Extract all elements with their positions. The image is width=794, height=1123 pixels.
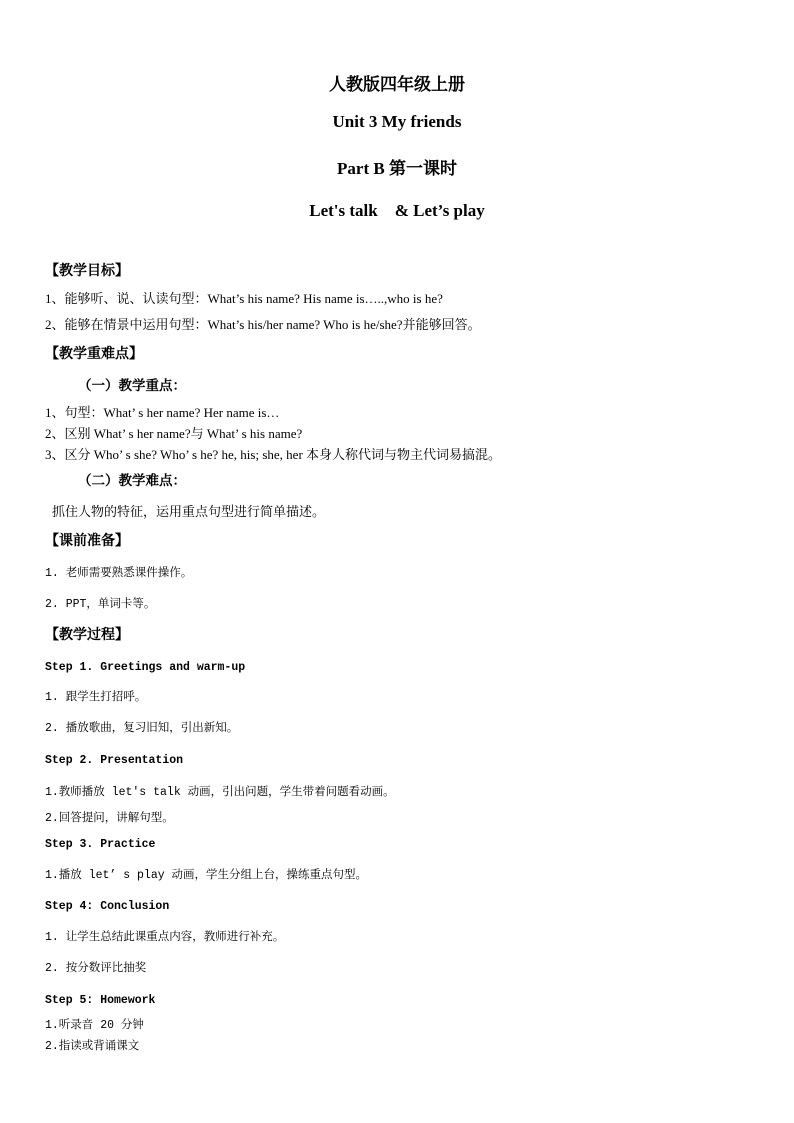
focus-item: 3、区分 Who’ s she? Who’ s he? he, his; she, her 本身人称代词与物主代词易搞混。 xyxy=(45,447,502,462)
step-item: 1. 跟学生打招呼。 xyxy=(45,691,147,704)
preparation-item: 2. PPT，单词卡等。 xyxy=(45,598,156,611)
step-title: Step 5: Homework xyxy=(45,994,156,1007)
focus-item: 1、句型：What’ s her name? Her name is… xyxy=(45,405,280,420)
step-item: 2. 播放歌曲，复习旧知，引出新知。 xyxy=(45,722,239,735)
step-item: 1.播放 let’ s play 动画，学生分组上台，操练重点句型。 xyxy=(45,869,368,882)
lesson-title: Let's talk & Let’s play xyxy=(309,201,485,220)
preparation-item: 1. 老师需要熟悉课件操作。 xyxy=(45,567,193,580)
objectives-heading: 【教学目标】 xyxy=(45,264,129,279)
objective-item: 1、能够听、说、认读句型：What’s his name? His name is…..,who is he? xyxy=(45,291,443,306)
focus-item: 2、区别 What’ s her name?与 What’ s his name? xyxy=(45,426,303,441)
step-title: Step 2. Presentation xyxy=(45,754,184,767)
step-item: 2.指读或背诵课文 xyxy=(45,1040,140,1053)
step-item: 2. 按分数评比抽奖 xyxy=(45,962,147,975)
objective-item: 2、能够在情景中运用句型：What’s his/her name? Who is he/she?并能够回答。 xyxy=(45,317,481,332)
focus-heading: （一）教学重点： xyxy=(78,378,186,393)
difficulty-heading: （二）教学难点： xyxy=(78,473,186,488)
part-title: Part B 第一课时 xyxy=(337,159,457,178)
step-item: 2.回答提问，讲解句型。 xyxy=(45,812,174,825)
unit-title: Unit 3 My friends xyxy=(332,112,462,131)
doc-title: 人教版四年级上册 xyxy=(329,75,465,94)
key-points-heading: 【教学重难点】 xyxy=(45,347,143,362)
step-title: Step 1. Greetings and warm-up xyxy=(45,661,246,674)
step-item: 1.教师播放 let's talk 动画，引出问题，学生带着问题看动画。 xyxy=(45,786,395,799)
process-heading: 【教学过程】 xyxy=(45,628,129,643)
difficulty-text: 抓住人物的特征，运用重点句型进行简单描述。 xyxy=(52,504,326,519)
step-title: Step 3. Practice xyxy=(45,838,156,851)
step-title: Step 4: Conclusion xyxy=(45,900,170,913)
preparation-heading: 【课前准备】 xyxy=(45,534,129,549)
step-item: 1.听录音 20 分钟 xyxy=(45,1019,144,1032)
step-item: 1. 让学生总结此课重点内容，教师进行补充。 xyxy=(45,931,285,944)
